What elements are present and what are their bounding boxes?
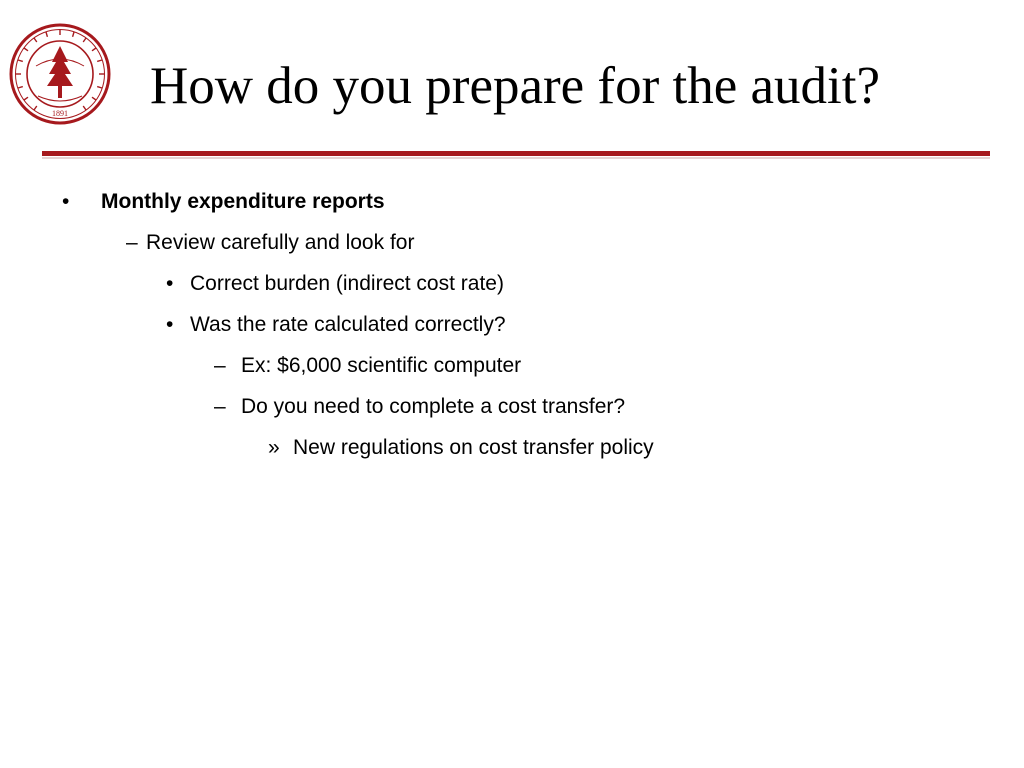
bullet-text: Review carefully and look for [146, 231, 415, 254]
bullet-text: Correct burden (indirect cost rate) [190, 272, 504, 295]
svg-text:1891: 1891 [52, 109, 68, 118]
bullet-marker: – [126, 231, 138, 254]
bullet-text: New regulations on cost transfer policy [293, 436, 654, 459]
bullet-marker: • [166, 313, 174, 336]
bullet-text: Ex: $6,000 scientific computer [241, 354, 522, 377]
title-divider-shadow [42, 157, 990, 159]
university-seal-icon [8, 22, 112, 126]
bullet-text: Do you need to complete a cost transfer? [241, 395, 626, 418]
bullet-marker: • [166, 272, 174, 295]
bullet-text: Monthly expenditure reports [101, 190, 385, 213]
bullet-marker: – [214, 395, 226, 418]
bullet-marker: – [214, 354, 226, 377]
title-divider [42, 151, 990, 156]
bullet-marker: » [268, 436, 280, 459]
slide-title: How do you prepare for the audit? [150, 57, 880, 115]
bullet-text: Was the rate calculated correctly? [190, 313, 506, 336]
bullet-marker: • [62, 190, 70, 213]
